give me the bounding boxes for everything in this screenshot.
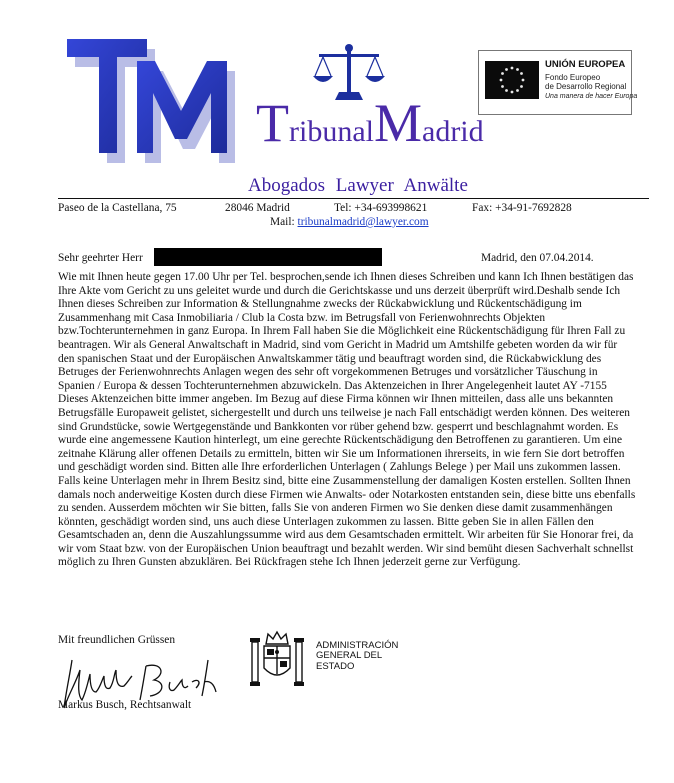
header-divider — [58, 198, 649, 199]
closing: Mit freundlichen Grüssen — [58, 634, 176, 646]
eu-badge-title: UNIÓN EUROPEA — [545, 59, 626, 70]
mail-label: Mail: — [270, 216, 295, 228]
contact-address: Paseo de la Castellana, 75 — [58, 202, 177, 214]
letter-body: Wie mit Ihnen heute gegen 17.00 Uhr per Tel. besprochen,sende ich Ihnen dieses Schreiben und kann Ich Ihnen bestätigen das Ihre Akte vom Gericht zu uns geleitet wurde und durch die Gerichtskasse und uns derzeit überprüft wird.Deshalb sende Ich Ihnen dieses Schreiben zur Information & Stellungnahme zwecks der Rückabwicklung und Rückentschädigung im Zusammenhang mit Casa Inmobiliaria / Club la Costa bzw. im Betrugsfall von Ferienwohnrechts Objekten bzw.Tochterunternehmen in ganz Europa. In Ihrem Fall haben Sie die Möglichkeit eine Rückentschädigung für Ihren Fall zu beantragen. Wir als General Anwaltschaft in Madrid, sind vom Gericht in Madrid um Amtshilfe gebeten worden da wir für den spanischen Staat und der Europäischen Anwaltskammer tätig und beauftragt worden sind, die Rückabwicklung des Betruges der Ferienwohnrechts Anlagen wegen des sehr oft vorgekommenen Betruges und vorsätzlicher Täuschung in Spanien / Europa & dessen Tochterunternehmen abzuwickeln. Das Aktenzeichen in Ihrer Angelegenheit lautet AY -7155 Dieses Aktenzeichen bitte immer angeben. Im Bezug auf diese Firma können wir Ihnen mitteilen, dass alle uns bekannten Betrugsfälle Europaweit gelistet, sichergestellt und durch uns teilweise je nach Fall entschädigt werden können. Des weiteren sind Grundstücke, sowie Wertgegenstände und Bankkonten vor rüber gehend bzw. gesperrt und beschlagnahmt worden. Es wurde eine angemessene Kaution hinterlegt, um eine gerechte Rückentschädigung den Betroffenen zu garantieren. Um eine zeitnahe Klärung aller offenen Details zu ermitteln, bitten wir Sie um Informationen ihrerseits, in wie fern Sie dort betroffen und geschädigt worden sind. Bitten alle Ihre erforderlichen Unterlagen ( Zahlungs Belege ) per Mail uns zukommen lassen. Falls keine Unterlagen mehr in Ihrem Besitz sind, bitte eine Zusammenstellung der damaligen Kosten erstellen. Sollten Ihnen damals noch anderweitige Kosten durch diese Firmen wie Anwalts- oder Notarkosten entstanden sein, diese bitte uns ebenfalls zu senden. Ausserdem möchten wir Sie bitten, falls Sie von anderen Firmen wo Sie denken diese damit zusammenhängen könnten, geschädigt worden sind, uns auch diese Unterlagen zukommen zu lassen. Bitte geben Sie in allen Fällen den Gesamtschaden an, denn die Auszahlungssumme wird aus dem Gesamtschaden ermittelt. Wir arbeiten für Sie Honorar frei, da wir vom Staat bzw. von der Europäischen Union beauftragt und bezahlt werden. Wir sind bemüht diesen Sachverhalt schnellst möglich zu Ihren Gunsten abzuklären. Bei Rückfragen stehe Ich Ihnen jederzeit gerne zur Verfügung. — [58, 271, 636, 569]
brand-title-m: M — [373, 93, 422, 153]
eu-flag-icon — [485, 61, 539, 99]
spanish-coat-of-arms-icon — [246, 628, 308, 690]
brand-title-adrid: adrid — [422, 115, 484, 148]
eu-badge-line2: de Desarrollo Regional — [545, 82, 627, 91]
letter-date: Madrid, den 07.04.2014. — [481, 252, 594, 264]
salutation: Sehr geehrter Herr — [58, 252, 143, 264]
signer-name: Markus Busch, Rechtsanwalt — [58, 699, 192, 711]
tm-logo — [63, 35, 243, 165]
mail-link[interactable]: tribunalmadrid@lawyer.com — [297, 216, 429, 228]
admin-line1: ADMINISTRACIÓN — [316, 640, 399, 651]
contact-tel: Tel: +34-693998621 — [334, 202, 428, 214]
contact-mail-row — [270, 216, 429, 228]
brand-subtitle: Abogados Lawyer Anwälte — [248, 175, 468, 196]
contact-city: 28046 Madrid — [225, 202, 290, 214]
redaction-bar — [154, 248, 382, 266]
admin-line3: ESTADO — [316, 660, 355, 672]
contact-fax: Fax: +34-91-7692828 — [472, 202, 572, 214]
eu-badge-line1: Fondo Europeo — [545, 73, 601, 82]
admin-line2: GENERAL DEL — [316, 650, 383, 662]
brand-title-ribunal: ribunal — [289, 115, 374, 148]
brand-title-t: T — [256, 93, 289, 153]
eu-badge-line3: Una manera de hacer Europa — [545, 93, 638, 100]
eu-badge — [478, 50, 638, 115]
brand-title — [256, 93, 484, 153]
admin-badge — [316, 641, 398, 672]
